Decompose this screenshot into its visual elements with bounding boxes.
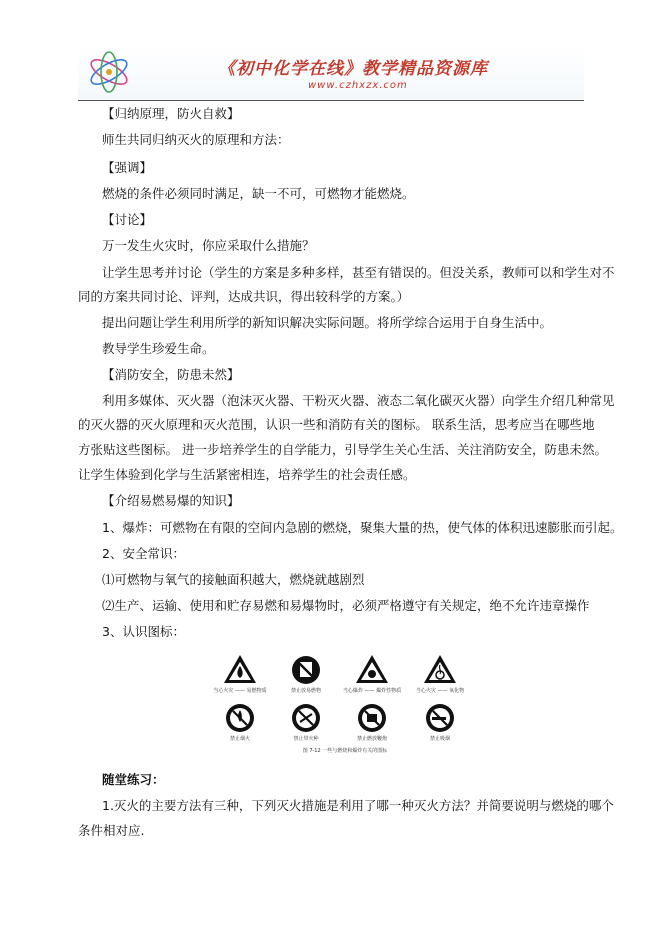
- paragraph: 提出问题让学生利用所学的新知识解决实际问题。将所学综合运用于自身生活中。: [102, 315, 553, 330]
- paragraph: 2、安全常识：: [102, 546, 185, 561]
- sign-label: 禁止燃放鞭炮: [356, 736, 388, 742]
- heading-explosives: 【介绍易燃易爆的知识】: [102, 493, 240, 508]
- atom-logo-icon: [84, 50, 134, 94]
- paragraph: ⑵生产、运输、使用和贮存易燃和易爆物时，必须严格遵守有关规定，绝不允许违章操作: [102, 598, 590, 613]
- paragraph: 燃烧的条件必须同时满足，缺一不可，可燃物才能燃烧。: [102, 186, 415, 201]
- heading-summary: 【归纳原理，防火自救】: [102, 106, 240, 121]
- paragraph: 利用多媒体、灭火器（泡沫灭火器、干粉灭火器、液态二氧化碳灭火器）向学生介绍几种常见: [102, 393, 615, 408]
- question-1-line-2: 条件相对应.: [78, 823, 145, 838]
- sign-label: 禁止烟火: [229, 736, 251, 742]
- page-header: [78, 46, 584, 101]
- no-fire-source-icon: [292, 704, 320, 732]
- paragraph: 的灭火器的灭火原理和灭火范围，认识一些和消防有关的图标。 联系生活，思考应当在哪些地: [78, 417, 595, 432]
- paragraph: 万一发生火灾时，你应采取什么措施？: [102, 238, 315, 253]
- no-smoking-icon: [426, 704, 454, 732]
- paragraph: 让学生思考并讨论（学生的方案是多种多样，甚至有错误的。但没关系，教师可以和学生对不: [102, 265, 615, 280]
- paragraph: 1、爆炸：可燃物在有限的空间内急剧的燃烧，聚集大量的热，使气体的体积迅速膨胀而引起。: [102, 520, 623, 535]
- heading-discussion: 【讨论】: [102, 212, 153, 227]
- paragraph: 3、认识图标：: [102, 624, 185, 639]
- question-1-line-1: 1.灭火的主要方法有三种，下列灭火措施是利用了哪一种灭火方法？并简要说明与燃烧的哪个: [102, 798, 614, 813]
- sign-label: 当心火灾 —— 氧化物: [415, 688, 465, 694]
- sign-label: 禁止吸烟: [429, 736, 451, 742]
- oxidizer-warning-icon: [424, 655, 456, 683]
- sign-label: 当心爆炸 —— 爆炸性物质: [342, 688, 402, 694]
- sign-label: 禁止放易燃物: [290, 688, 322, 694]
- figure-caption: 图 7-12 一些与燃烧和爆炸有关的图标: [302, 748, 388, 754]
- explosive-warning-icon: [356, 655, 388, 683]
- paragraph: 同的方案共同讨论、评判，达成共识，得出较科学的方案。）: [78, 289, 410, 304]
- header-title: 《初中化学在线》教学精品资源库: [218, 59, 488, 79]
- paragraph: 师生共同归纳灭火的原理和方法：: [102, 132, 290, 147]
- paragraph: 方张贴这些图标。 进一步培养学生的自学能力，引导学生关心生活、关注消防安全，防患未然。: [78, 442, 607, 457]
- heading-fire-safety: 【消防安全，防患未然】: [102, 367, 240, 382]
- paragraph: 教导学生珍爱生命。: [102, 341, 215, 356]
- header-url: www.czhxzx.com: [308, 80, 408, 91]
- sign-label: 当心火灾 —— 易燃物质: [213, 688, 267, 694]
- paragraph: ⑴可燃物与氧气的接触面积越大，燃烧就越剧烈: [102, 572, 365, 587]
- no-flammables-icon: [292, 656, 320, 684]
- sign-label: 禁止带火种: [293, 736, 319, 742]
- no-fireworks-icon: [358, 704, 386, 732]
- no-open-flame-icon: [226, 704, 254, 732]
- paragraph: 让学生体验到化学与生活紧密相连，培养学生的社会责任感。: [78, 467, 416, 482]
- practice-heading: 随堂练习：: [102, 772, 165, 787]
- flammable-warning-icon: [224, 655, 256, 683]
- heading-emphasis: 【强调】: [102, 160, 153, 175]
- safety-signs-figure: [212, 652, 478, 756]
